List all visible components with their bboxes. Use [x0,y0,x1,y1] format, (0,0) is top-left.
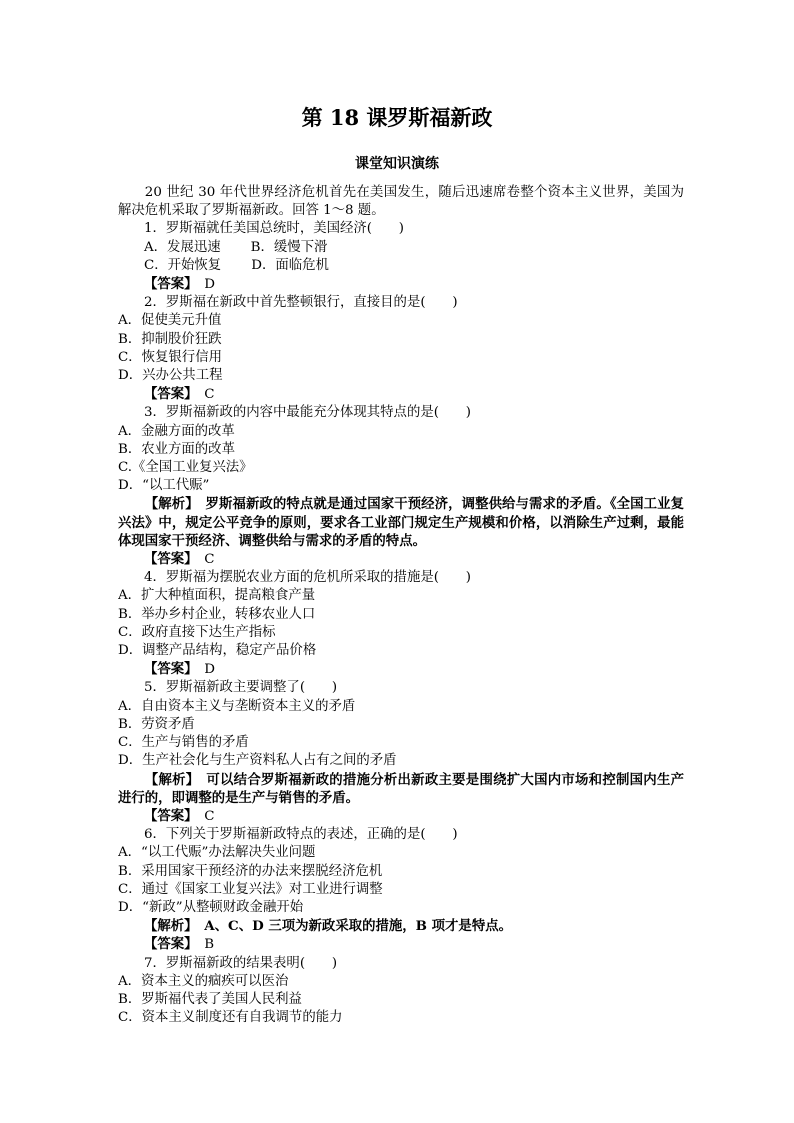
analysis-text: 罗斯福新政的特点就是通过国家干预经济，调整供给与需求的矛盾。《全国工业复兴法》中，规定公平竞争的原则，要求各工业部门规定生产规模和价格，以消除生产过剩，最能体现国家干预经济、调整供给与需求的矛盾的特点。 [118,496,684,549]
answer-line [118,807,684,826]
answer-value: D [204,662,216,678]
answer-label: 【答案】 [144,807,191,824]
answer-value: D [204,277,216,293]
option: C．开始恢复 [144,257,222,273]
option: C.《全国工业复兴法》 [118,460,253,476]
answer-value: C [204,552,215,568]
option: B．举办乡村企业，转移农业人口 [118,606,316,622]
answer-label: 【答案】 [144,386,191,403]
question-stem: 6．下列关于罗斯福新政特点的表述，正确的是( ) [144,827,458,843]
option: A．金融方面的改革 [118,423,235,439]
option: C．政府直接下达生产指标 [118,624,276,640]
option: C．通过《国家工业复兴法》对工业进行调整 [118,881,383,897]
answer-line [118,385,684,404]
option: B．缓慢下滑 [250,239,328,255]
answer-value: B [204,937,215,953]
option: C．恢复银行信用 [118,349,222,365]
option: B．采用国家干预经济的办法来摆脱经济危机 [118,863,383,879]
option: A．促使美元升值 [118,313,222,329]
answer-line [118,660,684,679]
option: A．扩大种植面积，提高粮食产量 [118,588,316,604]
analysis-paragraph [118,495,684,550]
option: D．兴办公共工程 [118,368,223,384]
option: A．发展迅速 [144,239,221,255]
question-stem: 1．罗斯福就任美国总统时，美国经济( ) [144,221,404,237]
page-title: 第 18 课罗斯福新政 [301,105,493,130]
answer-value: C [204,387,215,403]
question-stem: 5．罗斯福新政主要调整了( ) [144,680,338,696]
option: B．罗斯福代表了美国人民利益 [118,991,302,1007]
option-row [118,239,684,257]
exercise-content [118,184,684,1027]
question-stem: 2．罗斯福在新政中首先整顿银行，直接目的是( ) [144,295,458,311]
intro-paragraph: 20 世纪 30 年代世界经济危机首先在美国发生，随后迅速席卷整个资本主义世界，美国为解决危机采取了罗斯福新政。回答 1～8 题。 [118,185,684,219]
option: D．“新政”从整顿财政金融开始 [118,899,304,915]
option: A．资本主义的痼疾可以医治 [118,973,289,989]
answer-label: 【答案】 [144,551,191,568]
option: C．生产与销售的矛盾 [118,735,249,751]
option: B．农业方面的改革 [118,441,235,457]
option: B．劳资矛盾 [118,716,195,732]
question-stem: 3．罗斯福新政的内容中最能充分体现其特点的是( ) [144,405,471,421]
option: A．自由资本主义与垄断资本主义的矛盾 [118,698,356,714]
analysis-text: 可以结合罗斯福新政的措施分析出新政主要是围绕扩大国内市场和控制国内生产进行的，即调整的是生产与销售的矛盾。 [118,771,684,806]
question-stem: 7．罗斯福新政的结果表明( ) [144,955,338,971]
option: B．抑制股价狂跌 [118,331,222,347]
analysis-label: 【解析】 [144,771,193,788]
option-row [118,257,684,275]
option: A．“以工代赈”办法解决失业问题 [118,845,316,861]
analysis-text: A、C、D 三项为新政采取的措施，B 项才是特点。 [204,918,512,935]
answer-line [118,275,684,294]
analysis-label: 【解析】 [144,496,193,513]
section-heading: 课堂知识演练 [355,156,439,172]
option: D．“以工代赈” [118,478,210,494]
answer-line [118,550,684,569]
answer-label: 【答案】 [144,276,191,293]
answer-label: 【答案】 [144,661,191,678]
analysis-paragraph [118,771,684,807]
option: D．面临危机 [251,257,329,273]
option: C．资本主义制度还有自我调节的能力 [118,1010,343,1026]
analysis-label: 【解析】 [144,918,191,935]
question-stem: 4．罗斯福为摆脱农业方面的危机所采取的措施是( ) [144,570,471,586]
answer-line [118,935,684,954]
analysis-paragraph [118,917,684,935]
answer-value: C [204,808,215,824]
answer-label: 【答案】 [144,936,191,953]
option: D．生产社会化与生产资料私人占有之间的矛盾 [118,753,397,769]
option: D．调整产品结构，稳定产品价格 [118,643,317,659]
